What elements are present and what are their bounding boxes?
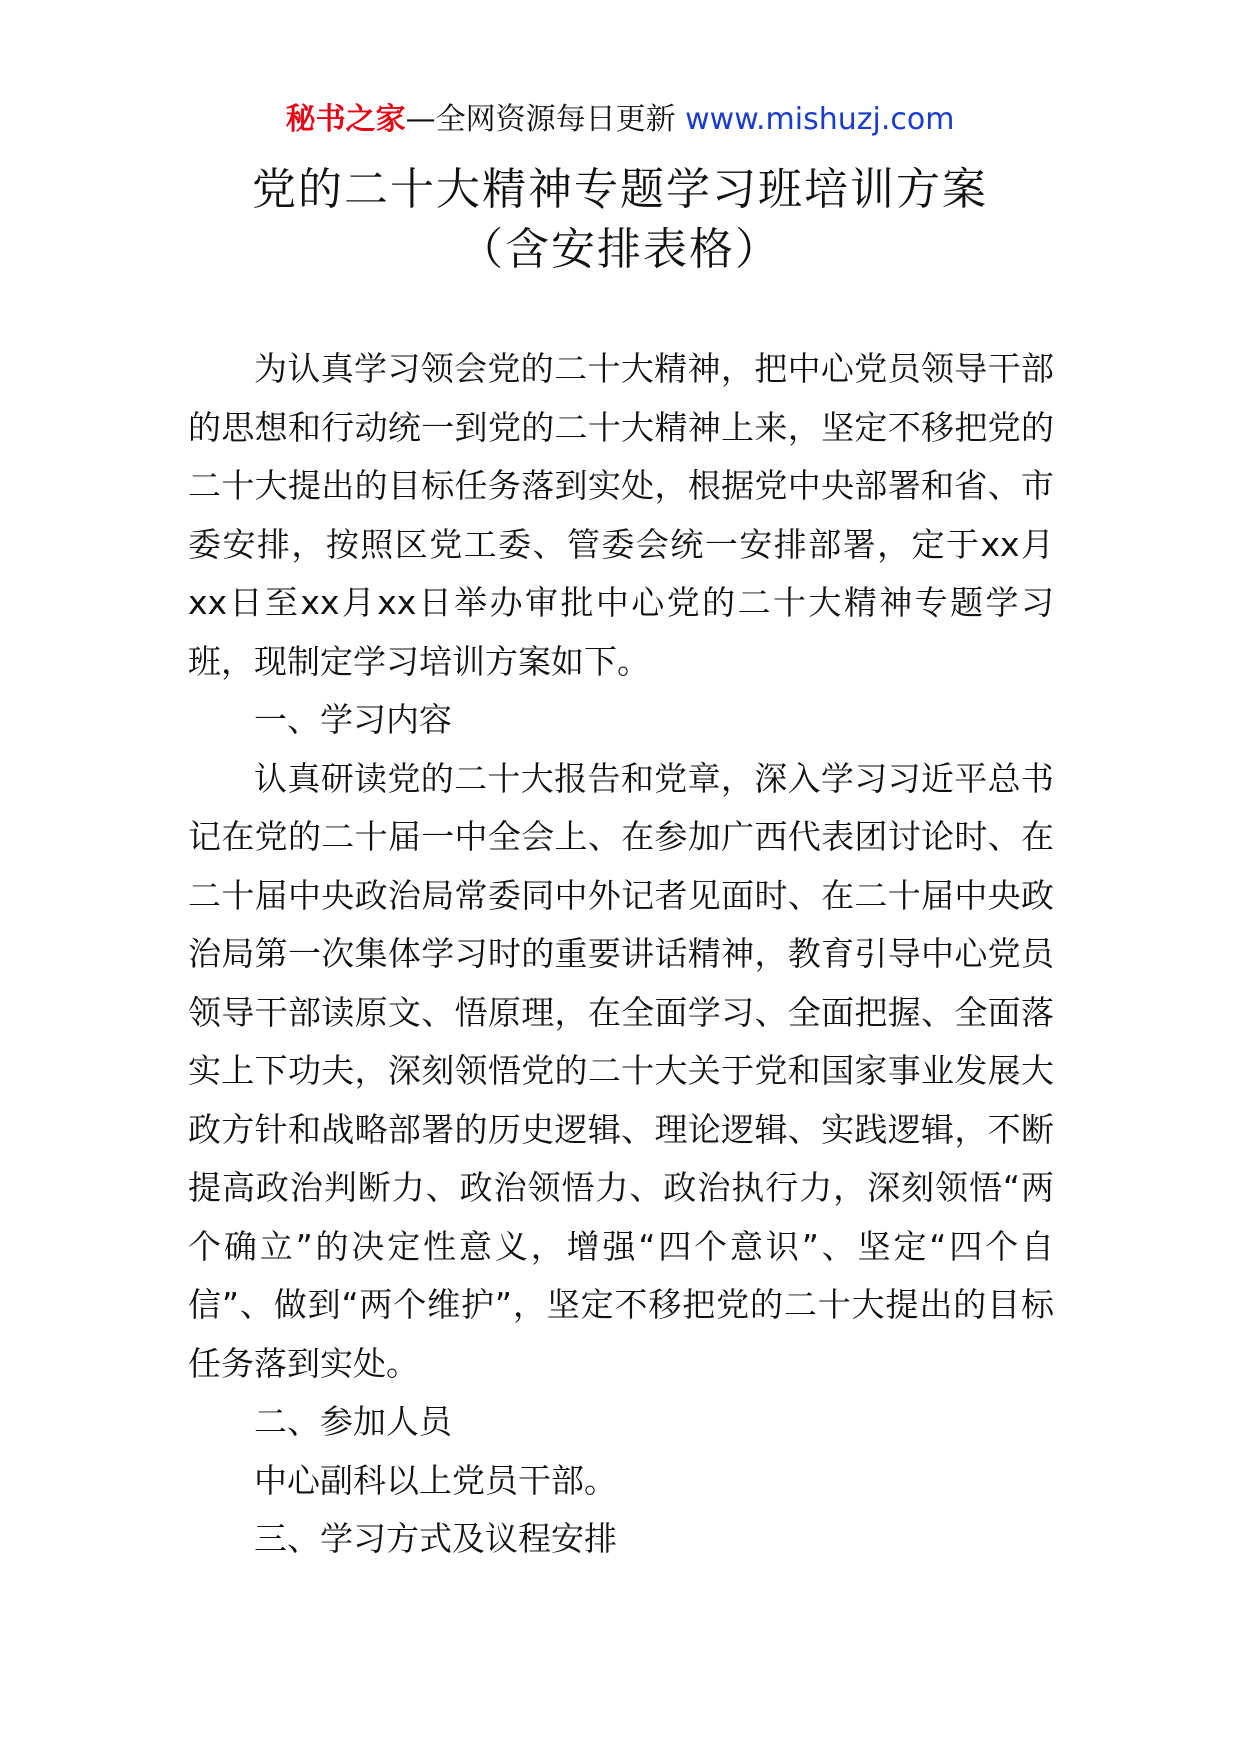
study-content-paragraph: 认真研读党的二十大报告和党章，深入学习习近平总书记在党的二十届一中全会上、在参加广西代表团讨论时、在二十届中央政治局常委同中外记者见面时、在二十届中央政治局第一次集体学习时的重要讲话精神，教育引导中心党员领导干部读原文、悟原理，在全面学习、全面把握、全面落实上下功夫，深刻领悟党的二十大关于党和国家事业发展大政方针和战略部署的历史逻辑、理论逻辑、实践逻辑，不断提高政治判断力、政治领悟力、政治执行力，深刻领悟“两个确立”的决定性意义，增强“四个意识”、坚定“四个自信”、做到“两个维护”，坚定不移把党的二十大提出的目标任务落到实处。 (188, 758, 1054, 1383)
document-body (188, 340, 1054, 1569)
brand-name: 秘书之家 (285, 102, 406, 137)
header-tagline: —全网资源每日更新 (405, 102, 686, 137)
participants-paragraph: 中心副科以上党员干部。 (254, 1460, 617, 1500)
section-heading-participants: 二、参加人员 (254, 1402, 452, 1441)
intro-paragraph: 为认真学习领会党的二十大精神，把中心党员领导干部的思想和行动统一到党的二十大精神上来，坚定不移把党的二十大提出的目标任务落到实处，根据党中央部署和省、市委安排，按照区党工委、管委会统一安排部署，定于xx月xx日至xx月xx日举办审批中心党的二十大精神专题学习班，现制定学习培训方案如下。 (188, 349, 1054, 681)
document-subtitle: （含安排表格） (459, 224, 781, 275)
document-title: 党的二十大精神专题学习班培训方案 (252, 164, 988, 215)
site-link[interactable]: www.mishuzj.com (685, 102, 955, 137)
section-heading-study-method: 三、学习方式及议程安排 (254, 1519, 617, 1558)
section-heading-study-content: 一、学习内容 (254, 700, 452, 739)
site-header (0, 100, 1240, 140)
